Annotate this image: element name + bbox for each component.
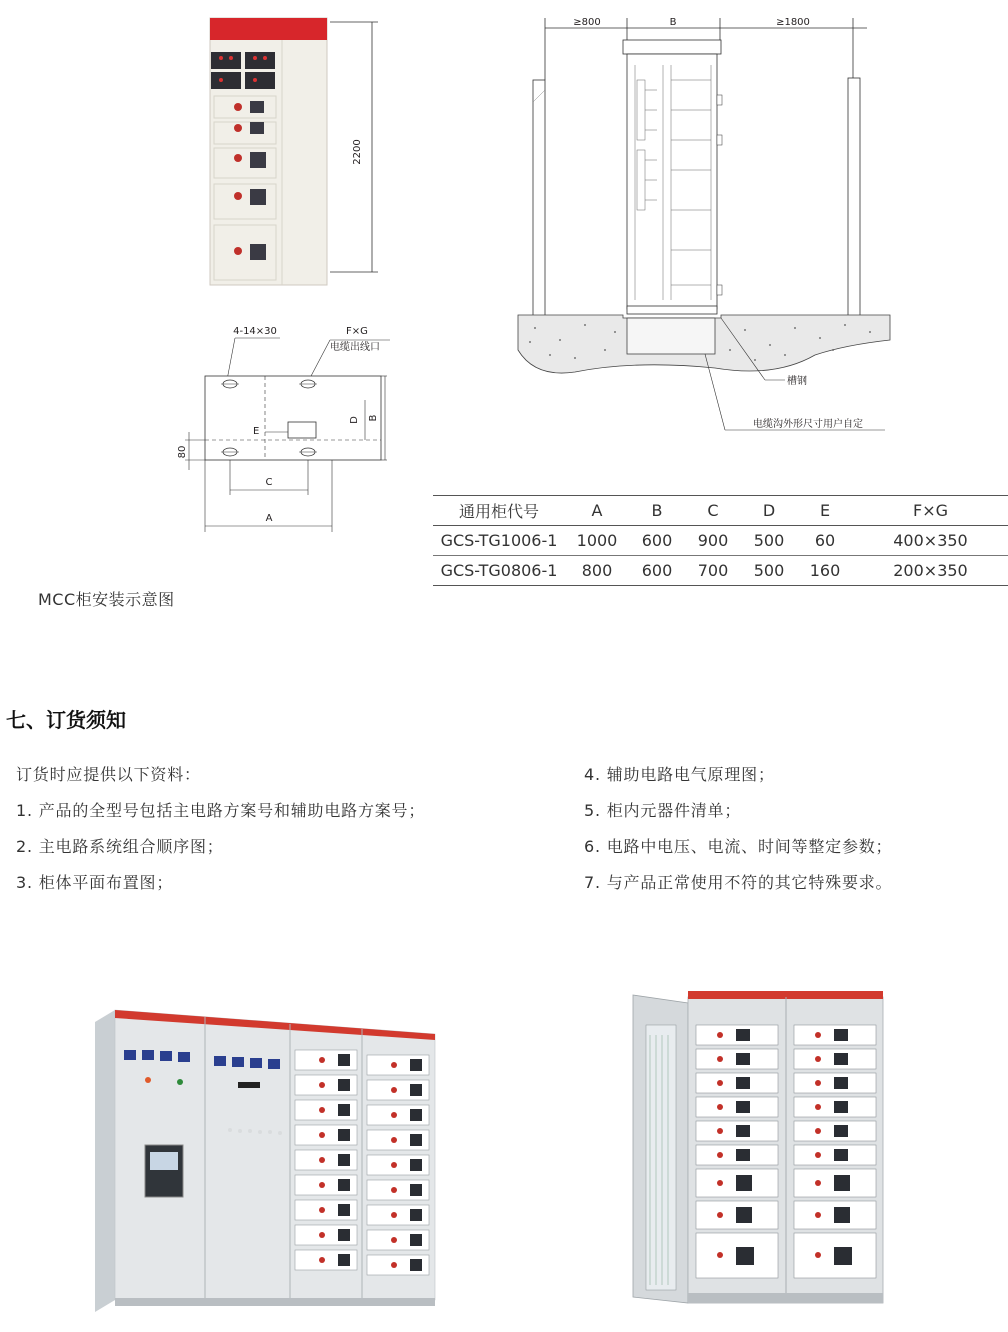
d-label: D — [349, 416, 360, 424]
product-photo-right — [628, 985, 888, 1315]
cabinet-top-bar — [210, 18, 327, 40]
fg-label: F×G — [346, 326, 368, 337]
product-photo-left — [90, 1000, 440, 1320]
e-label: E — [253, 426, 260, 437]
header-e: E — [819, 501, 831, 520]
table-cell: 500 — [753, 531, 785, 550]
table-cell: 400×350 — [893, 531, 968, 550]
c-label: C — [265, 477, 273, 488]
table-cell: 500 — [753, 561, 785, 580]
header-fg: F×G — [912, 501, 948, 520]
table-cell: GCS-TG1006-1 — [440, 531, 558, 550]
table-cell: 800 — [581, 561, 613, 580]
right-wall — [848, 78, 860, 330]
notes-intro: 订货时应提供以下资料： — [16, 765, 201, 784]
plan-view-diagram — [175, 320, 405, 535]
table-header-row — [433, 496, 1008, 526]
notes-left-column — [16, 757, 425, 901]
table-cell: 700 — [697, 561, 729, 580]
left-wall — [533, 80, 545, 330]
clearance-right-label: ≥1800 — [776, 17, 810, 28]
table-cell: 900 — [697, 531, 729, 550]
header-c: C — [707, 501, 719, 520]
holes-label: 4-14×30 — [233, 326, 277, 337]
note-item: 2. 主电路系统组合顺序图； — [16, 837, 224, 856]
spec-table — [433, 495, 1008, 586]
note-item: 4. 辅助电路电气原理图； — [584, 765, 775, 784]
notes-right-column — [584, 757, 892, 901]
cable-outlet-label: 电缆出线口 — [330, 342, 380, 353]
figure-caption: MCC柜安装示意图 — [38, 590, 175, 609]
table-cell: 600 — [641, 561, 673, 580]
table-cell: 160 — [809, 561, 841, 580]
table-row — [433, 526, 1008, 556]
note-item: 5. 柜内元器件清单； — [584, 801, 742, 820]
table-cell: 600 — [641, 531, 673, 550]
cabinet-side-view — [623, 40, 722, 314]
note-item: 6. 电路中电压、电流、时间等整定参数； — [584, 837, 893, 856]
note-item: 3. 柜体平面布置图； — [16, 873, 174, 892]
clearance-left-label: ≥800 — [573, 17, 601, 28]
side-view-diagram — [515, 10, 895, 440]
table-cell: GCS-TG0806-1 — [440, 561, 558, 580]
header-a: A — [591, 501, 603, 520]
table-cell: 60 — [814, 531, 836, 550]
header-b: B — [651, 501, 663, 520]
front-view-diagram — [200, 10, 390, 295]
table-cell: 1000 — [576, 531, 618, 550]
trench-label: 电缆沟外形尺寸用户自定 — [753, 419, 863, 430]
width-b-label: B — [669, 17, 677, 28]
channel-steel-label: 槽钢 — [787, 376, 807, 387]
cable-trench — [627, 318, 715, 354]
header-d: D — [762, 501, 776, 520]
table-cell: 200×350 — [893, 561, 968, 580]
height-label: 2200 — [352, 139, 363, 165]
a-label: A — [265, 513, 273, 524]
note-item: 1. 产品的全型号包括主电路方案号和辅助电路方案号； — [16, 801, 426, 820]
header-model: 通用柜代号 — [458, 502, 539, 521]
section-title: 七、订货须知 — [6, 708, 126, 732]
dim-80-label: 80 — [177, 445, 188, 459]
note-item: 7. 与产品正常使用不符的其它特殊要求。 — [584, 873, 893, 892]
table-row — [433, 556, 1008, 586]
b-label: B — [368, 414, 379, 422]
